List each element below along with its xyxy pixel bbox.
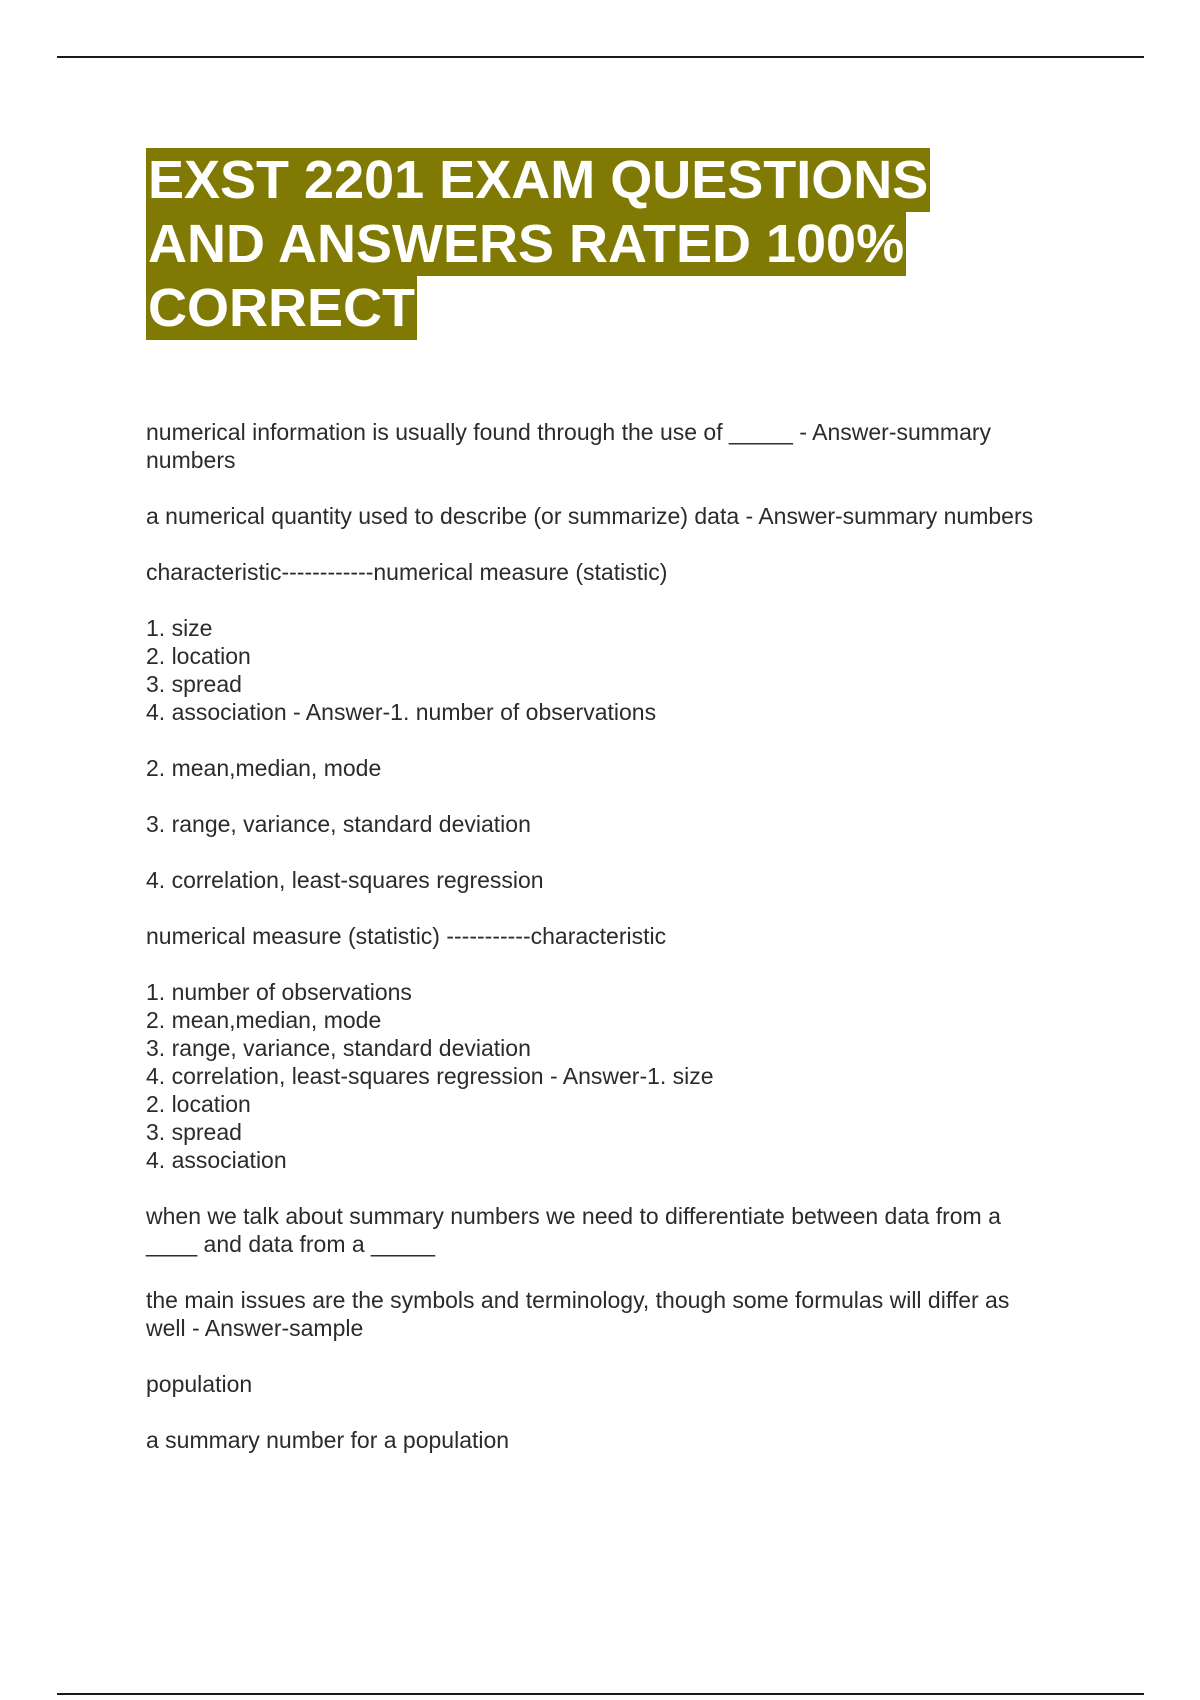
- footer-rule: [57, 1693, 1144, 1695]
- paragraph: 2. mean,median, mode: [146, 755, 382, 781]
- paragraph: population: [146, 1371, 253, 1397]
- paragraph: 4. correlation, least-squares regression: [146, 867, 544, 893]
- paragraph: numerical information is usually found through the use of _____ - Answer-summary numbers: [146, 419, 992, 473]
- document-title: [146, 148, 1046, 340]
- paragraph: a numerical quantity used to describe (or summarize) data - Answer-summary numbers: [146, 503, 1034, 529]
- paragraph: 1. size 2. location 3. spread 4. association - Answer-1. number of observations: [146, 615, 657, 725]
- paragraph: when we talk about summary numbers we need to differentiate between data from a ____ and data from a _____: [146, 1203, 1001, 1257]
- document-body: [146, 418, 1106, 1482]
- title-line-1: EXST 2201 EXAM QUESTIONS: [148, 150, 929, 210]
- paragraph: numerical measure (statistic) -----------characteristic: [146, 923, 667, 949]
- paragraph: the main issues are the symbols and terminology, though some formulas will differ as well - Answer-sample: [146, 1287, 1010, 1341]
- title-line-3: CORRECT: [148, 278, 415, 338]
- title-line-2: AND ANSWERS RATED 100%: [148, 214, 905, 274]
- header-rule: [57, 56, 1144, 58]
- paragraph: 1. number of observations 2. mean,median, mode 3. range, variance, standard deviation 4. correlation, least-squares regression - Answer-1. size 2. location 3. spread 4. association: [146, 979, 714, 1173]
- paragraph: 3. range, variance, standard deviation: [146, 811, 531, 837]
- paragraph: characteristic------------numerical measure (statistic): [146, 559, 668, 585]
- paragraph: a summary number for a population: [146, 1427, 510, 1453]
